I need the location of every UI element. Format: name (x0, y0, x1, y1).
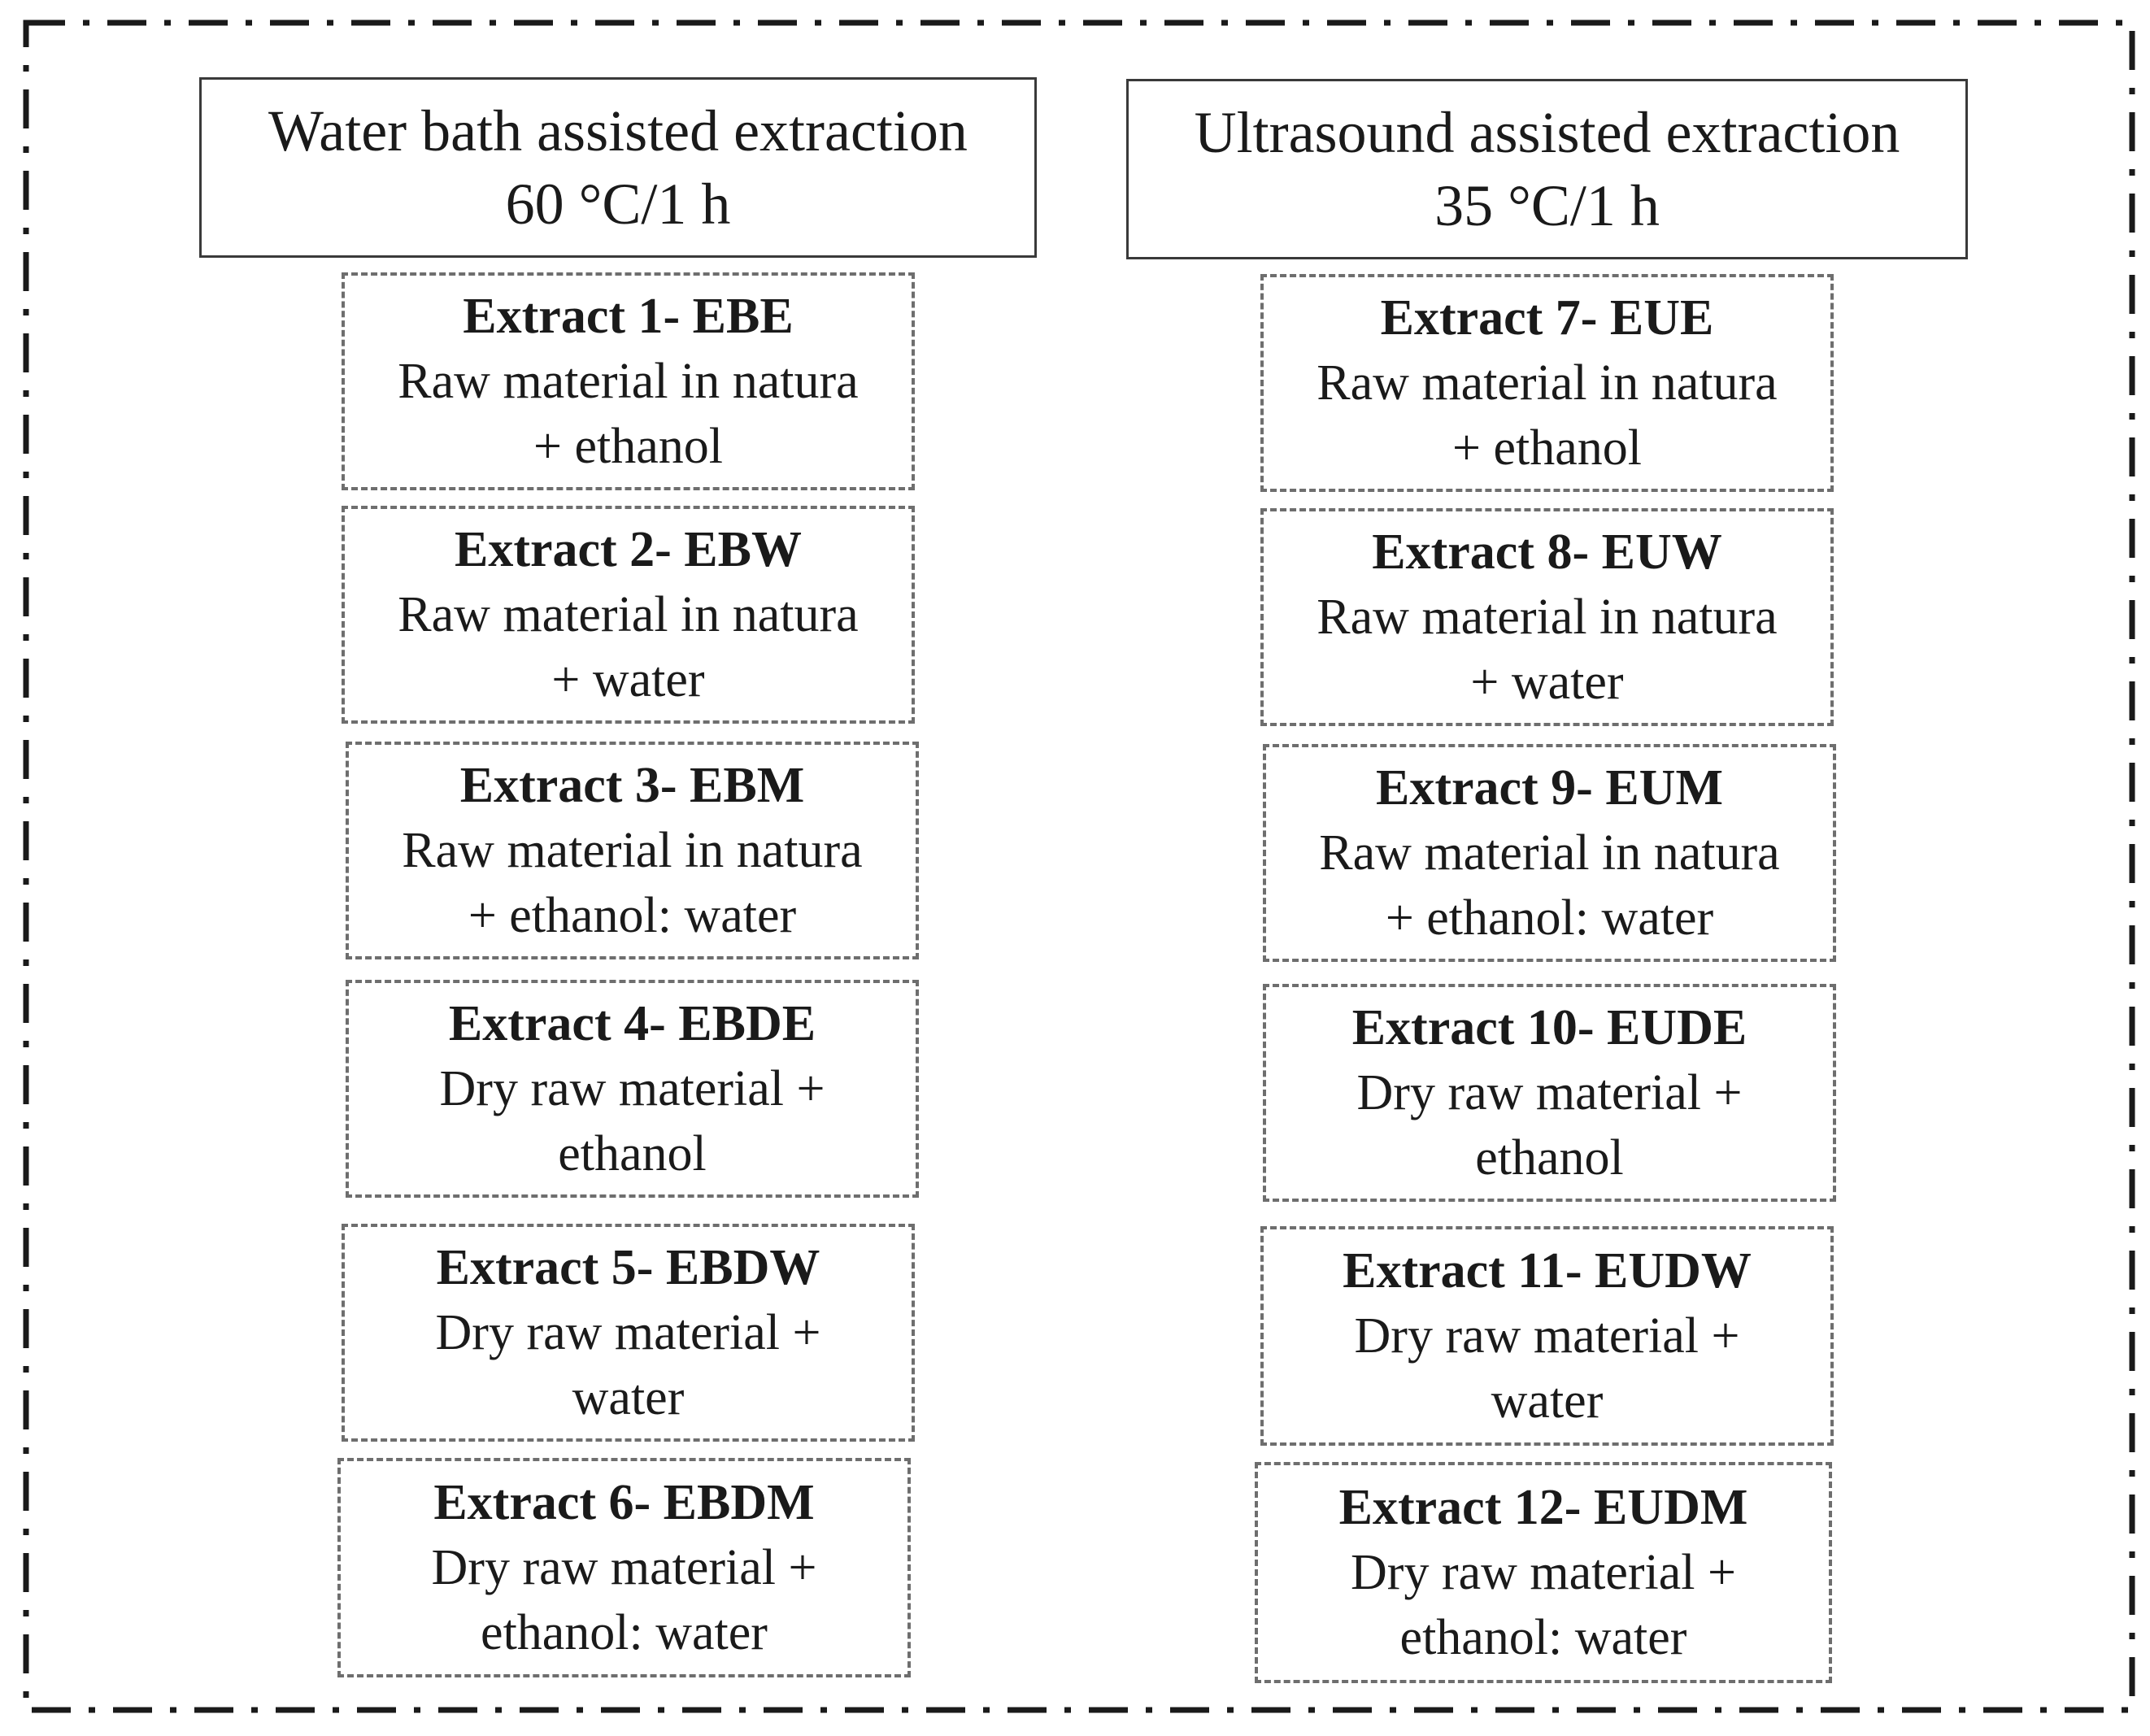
extract-box-eude (1263, 984, 1836, 1202)
extract-solvent: ethanol: water (481, 1605, 768, 1660)
extract-solvent: + ethanol (1452, 420, 1642, 476)
extract-solvent: ethanol (558, 1126, 707, 1181)
extract-solvent: water (1491, 1373, 1604, 1429)
extract-box-eudw (1260, 1226, 1834, 1446)
extract-material: Dry raw material + (1351, 1545, 1736, 1600)
water-bath-method-box (199, 77, 1037, 258)
extract-material: Raw material in natura (1317, 590, 1778, 645)
extract-box-eum (1263, 744, 1836, 962)
extract-material: Dry raw material + (431, 1540, 817, 1595)
extract-title: Extract 6- EBDM (433, 1475, 815, 1530)
extract-title: Extract 8- EUW (1372, 524, 1722, 580)
extract-title: Extract 2- EBW (454, 522, 803, 577)
method-conditions: 35 °C/1 h (1434, 173, 1660, 238)
method-title: Ultrasound assisted extraction (1194, 100, 1900, 165)
extract-box-ebdw (342, 1224, 915, 1442)
extract-material: Raw material in natura (402, 823, 863, 878)
extract-material: Dry raw material + (439, 1061, 825, 1116)
extract-solvent: ethanol (1475, 1130, 1624, 1186)
extract-solvent: water (572, 1370, 685, 1425)
extract-solvent: + ethanol: water (1385, 890, 1714, 946)
extract-title: Extract 9- EUM (1376, 760, 1723, 816)
ultrasound-method-box (1126, 79, 1968, 259)
extract-box-ebe (342, 272, 915, 490)
extract-title: Extract 4- EBDE (448, 996, 816, 1051)
method-title: Water bath assisted extraction (268, 98, 968, 163)
extract-box-ebde (346, 980, 919, 1198)
extract-box-ebm (346, 742, 919, 959)
extract-title: Extract 7- EUE (1380, 290, 1714, 346)
extract-solvent: + water (1470, 655, 1624, 710)
extract-box-euw (1260, 508, 1834, 726)
extract-title: Extract 11- EUDW (1343, 1243, 1752, 1299)
extract-material: Raw material in natura (1319, 825, 1780, 881)
extract-solvent: + ethanol: water (468, 888, 797, 943)
extract-material: Raw material in natura (398, 354, 859, 409)
extract-material: Raw material in natura (398, 587, 859, 642)
extract-box-ebdm (337, 1458, 911, 1677)
extract-solvent: + water (551, 652, 705, 707)
extract-box-eue (1260, 274, 1834, 492)
extract-solvent: ethanol: water (1399, 1610, 1687, 1665)
extract-box-ebw (342, 506, 915, 724)
extract-material: Dry raw material + (1356, 1065, 1743, 1120)
extract-title: Extract 1- EBE (463, 289, 794, 344)
extract-title: Extract 10- EUDE (1351, 1000, 1747, 1055)
method-conditions: 60 °C/1 h (505, 172, 731, 237)
extract-title: Extract 12- EUDM (1338, 1480, 1748, 1535)
extract-solvent: + ethanol (533, 419, 723, 474)
extract-material: Raw material in natura (1317, 355, 1778, 411)
extract-title: Extract 5- EBDW (436, 1240, 820, 1295)
extract-title: Extract 3- EBM (459, 758, 805, 813)
extract-material: Dry raw material + (1354, 1308, 1740, 1364)
extract-box-eudm (1255, 1462, 1832, 1683)
extract-material: Dry raw material + (435, 1305, 821, 1360)
